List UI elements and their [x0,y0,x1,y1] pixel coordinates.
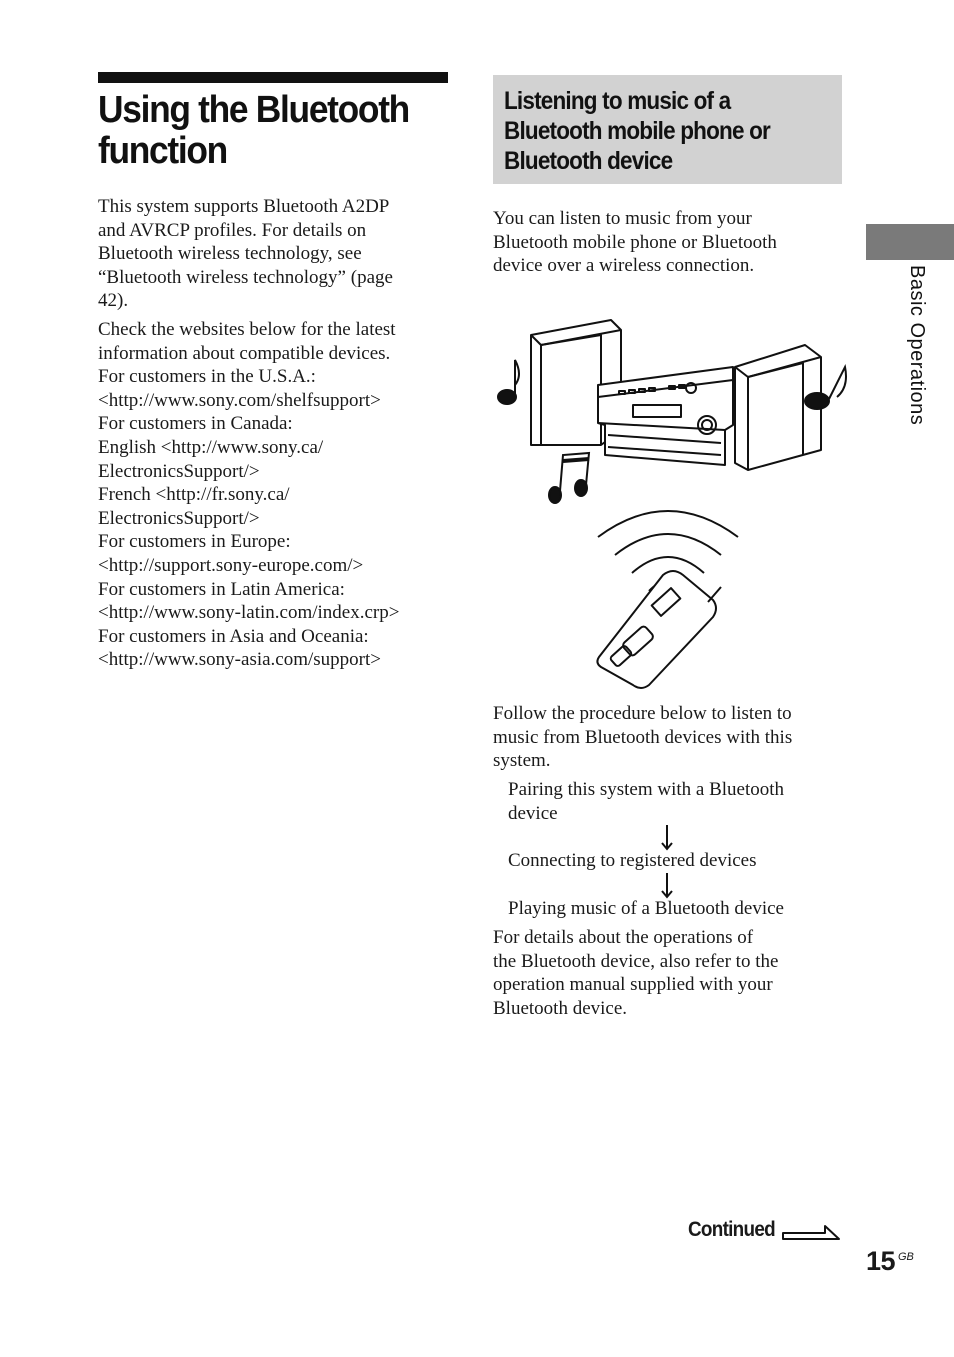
text-line: Bluetooth mobile phone or Bluetooth [493,231,777,253]
page-title [98,90,433,172]
text-line: This system supports Bluetooth A2DP [98,196,390,217]
text-line: You can listen to music from your [493,208,752,229]
listen-intro-paragraph [493,207,838,278]
page-number-suffix: GB [898,1251,914,1263]
text-line: 42). [98,290,129,312]
continued-arrow-icon [781,1218,841,1244]
text-line: information about compatible devices. [98,342,391,364]
follow-paragraph [493,702,838,773]
down-arrow-icon [508,873,848,897]
url-usa[interactable]: <http://www.sony.com/shelfsupport> [98,389,381,411]
side-tab-marker [866,224,954,260]
text-line: and AVRCP profiles. For details on [98,219,367,241]
section-heading-box [493,75,842,184]
intro-block [493,207,838,283]
side-tab-label: Basic Operations [906,265,928,426]
flow-step-line: Pairing this system with a Bluetooth [508,779,785,800]
url-canada-french-cont[interactable]: ElectronicsSupport/> [98,507,260,529]
down-arrow-icon [508,825,848,849]
text-line: For customers in Europe: [98,531,291,553]
flow-step-line: device [508,802,558,824]
flow-step-line: Connecting to registered devices [508,850,757,872]
url-europe[interactable]: <http://support.sony-europe.com/> [98,554,364,576]
left-column [98,195,443,677]
intro-paragraph [98,195,443,313]
text-line: For customers in Asia and Oceania: [98,625,369,647]
text-line: For customers in the U.S.A.: [98,366,316,388]
text-line: For customers in Canada: [98,413,293,435]
procedure-flow [508,778,848,920]
text-line: For details about the operations of [493,927,754,948]
text-line: Check the websites below for the latest [98,318,396,340]
text-line: operation manual supplied with your [493,974,773,996]
websites-paragraph [98,318,443,672]
flow-step-playing [508,897,848,921]
flow-step-connecting [508,849,848,873]
page-number: 15 [866,1246,896,1276]
bluetooth-illustration [493,305,853,695]
text-line: Bluetooth device. [493,997,628,1019]
section-title-line: Bluetooth mobile phone or [504,117,770,145]
url-canada-french[interactable]: French <http://fr.sony.ca/ [98,484,290,506]
continued-label: Continued [688,1218,775,1241]
url-asia-oceania[interactable]: <http://www.sony-asia.com/support> [98,649,382,671]
text-line: “Bluetooth wireless technology” (page [98,266,393,288]
text-line: the Bluetooth device, also refer to the [493,950,779,972]
section-title [504,86,810,176]
text-line: Follow the procedure below to listen to [493,703,792,724]
section-title-line: Listening to music of a [504,87,731,115]
url-canada-english-cont[interactable]: ElectronicsSupport/> [98,460,260,482]
url-latin-america[interactable]: <http://www.sony-latin.com/index.crp> [98,602,400,624]
details-paragraph [493,926,838,1020]
mobile-phone-icon [597,571,721,688]
text-line: Bluetooth wireless technology, see [98,243,362,265]
title-rule [98,72,448,83]
stereo-unit-icon [598,367,733,465]
section-title-line: Bluetooth device [504,147,673,175]
details-block [493,926,838,1025]
flow-step-pairing [508,778,848,825]
procedure-block [493,702,838,778]
text-line: system. [493,750,551,772]
text-line: device over a wireless connection. [493,255,755,277]
url-canada-english[interactable]: English <http://www.sony.ca/ [98,436,324,458]
flow-step-line: Playing music of a Bluetooth device [508,897,784,919]
text-line: For customers in Latin America: [98,578,345,600]
text-line: music from Bluetooth devices with this [493,726,793,748]
page-title-line: function [98,130,227,172]
page-title-line: Using the Bluetooth [98,89,409,131]
